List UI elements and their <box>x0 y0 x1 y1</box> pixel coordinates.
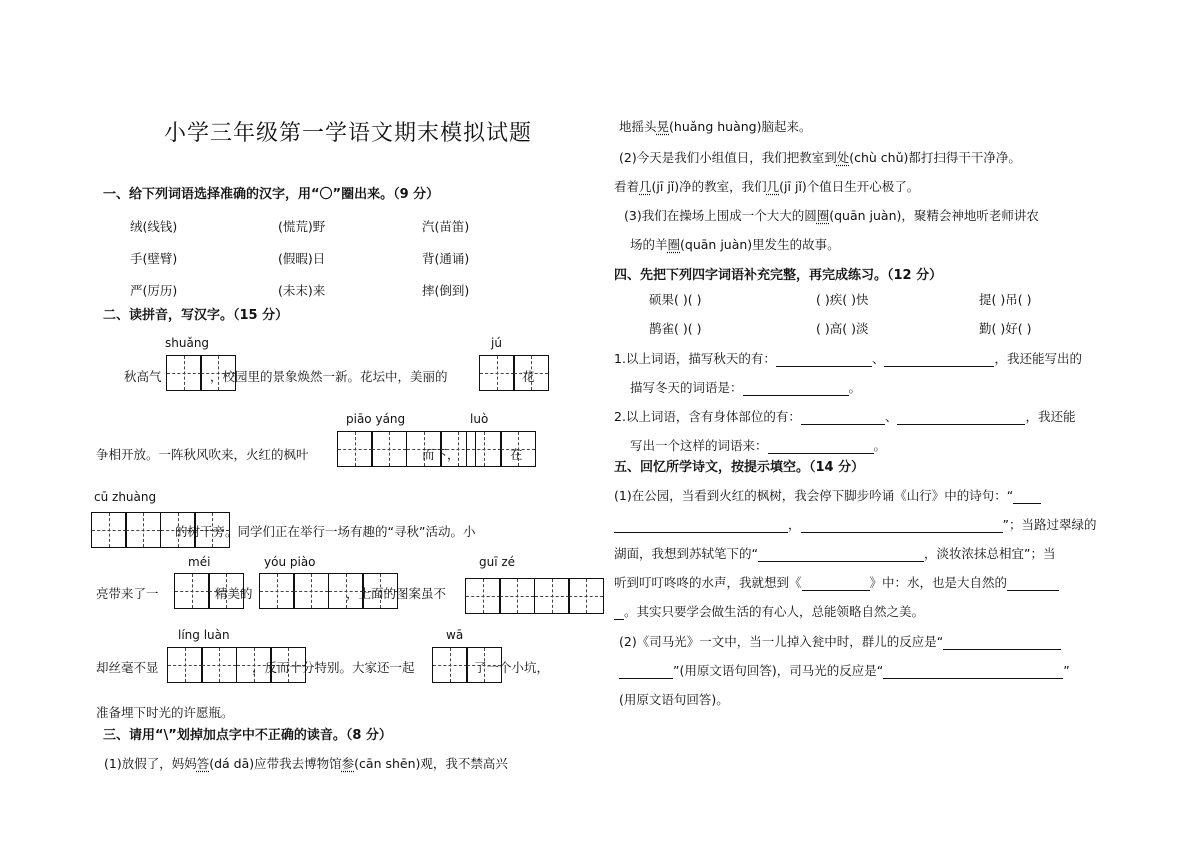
question-2: 2.以上词语，含有身体部位的有： 、 ，我还能 <box>614 409 1076 424</box>
poem-q1-line5: 。其实只要学会做生活的有心人，总能领略自然之美。 <box>614 602 924 620</box>
s3-line: 看着几(jī jǐ)净的教室，我们几(jī jǐ)个值日生开心极了。 <box>614 179 920 194</box>
poem-q2: (2)《司马光》一文中，当一儿掉入瓮中时，群儿的反应是“ <box>619 632 1061 650</box>
pinyin-label: líng luàn <box>178 628 230 642</box>
answer-blank[interactable] <box>883 663 1063 679</box>
poem-q1-line4: 听到叮叮咚咚的水声，我就想到《 》中：水，也是大自然的 <box>614 573 1059 591</box>
passage-text: 精美的 <box>215 586 253 601</box>
section-4-heading: 四、先把下列四字词语补充完整，再完成练习。（12 分） <box>614 268 943 283</box>
s1-item[interactable]: 严(厉历) <box>130 283 178 298</box>
poem-q1-line2: ， ”；当路过翠绿的 <box>614 515 1097 533</box>
writing-grid[interactable] <box>466 431 536 467</box>
answer-blank[interactable] <box>801 517 1003 533</box>
s1-item[interactable]: 摔(倒到) <box>422 283 470 298</box>
passage-text: 而下， <box>422 447 460 462</box>
s3-line: (3)我们在操场上围成一个大大的圆圈(quān juàn)，聚精会神地听老师讲农 <box>624 208 1039 223</box>
idiom-blank[interactable]: 鹊雀( )( ) <box>649 321 702 336</box>
pinyin-label: luò <box>470 412 489 426</box>
section-3-heading: 三、请用“\”划掉加点字中不正确的读音。（8 分） <box>103 728 392 743</box>
page-title: 小学三年级第一学语文期末模拟试题 <box>164 121 533 146</box>
answer-blank[interactable] <box>743 380 849 396</box>
idiom-blank[interactable]: 硕果( )( ) <box>649 292 702 307</box>
passage-text: 准备埋下时光的许愿瓶。 <box>96 705 234 720</box>
writing-grid[interactable] <box>465 578 604 614</box>
question-2-cont: 写出一个这样的词语来： 。 <box>630 438 887 453</box>
s1-item[interactable]: (慌荒)野 <box>278 219 326 234</box>
s3-line: (2)今天是我们小组值日，我们把教室到处(chù chǔ)都打扫得干干净净。 <box>619 150 1021 165</box>
s3-line: (1)放假了，妈妈答(dá dā)应带我去博物馆参(cān shēn)观，我不禁高兴 <box>104 756 508 771</box>
poem-q1: (1)在公园，当看到火红的枫树，我会停下脚步吟诵《山行》中的诗句：“ <box>614 486 1041 504</box>
answer-blank[interactable] <box>758 546 924 562</box>
pinyin-label: jú <box>491 336 502 350</box>
section-1-heading: 一、给下列词语选择准确的汉字，用“〇”圈出来。（9 分） <box>103 187 440 202</box>
question-1: 1.以上词语，描写秋天的有： 、 ，我还能写出的 <box>614 351 1082 366</box>
s1-item[interactable]: 汽(苗笛) <box>422 219 470 234</box>
pinyin-label: wā <box>446 628 464 642</box>
passage-text: 了一个小坑， <box>474 660 550 675</box>
idiom-blank[interactable]: 提( )吊( ) <box>979 292 1032 307</box>
passage-text: ，上面的图案虽不 <box>346 586 447 601</box>
poem-q1-line3: 湖面，我想到苏轼笔下的“ ，淡妆浓抹总相宜”；当 <box>614 546 1056 561</box>
passage-text: ，校园里的景象焕然一新。花坛中，美丽的 <box>210 369 448 384</box>
poem-q2-line3: (用原文语句回答)。 <box>619 692 729 707</box>
answer-blank[interactable] <box>943 634 1061 650</box>
passage-text: 的树干旁。同学们正在举行一场有趣的“寻秋”活动。小 <box>175 524 476 539</box>
answer-blank[interactable] <box>614 604 624 620</box>
answer-blank[interactable] <box>884 351 994 367</box>
s1-item[interactable]: (未末)来 <box>278 283 326 298</box>
answer-blank[interactable] <box>614 517 788 533</box>
pinyin-label: shuǎng <box>165 336 210 350</box>
answer-blank[interactable] <box>897 409 1025 425</box>
poem-q2-line2: ”(用原文语句回答)，司马光的反应是“ ” <box>619 661 1070 679</box>
s1-item[interactable]: 绒(线钱) <box>130 219 178 234</box>
s3-line: 场的羊圈(quān juàn)里发生的故事。 <box>630 237 840 252</box>
pinyin-label: guī zé <box>479 555 516 569</box>
answer-blank[interactable] <box>802 575 870 591</box>
answer-blank[interactable] <box>801 409 885 425</box>
passage-text: 争相开放。一阵秋风吹来，火红的枫叶 <box>96 447 309 462</box>
answer-blank[interactable] <box>619 663 673 679</box>
pinyin-label: cū zhuàng <box>94 490 157 504</box>
pinyin-label: piāo yáng <box>346 412 406 426</box>
section-5-heading: 五、回忆所学诗文，按提示填空。（14 分） <box>614 460 865 475</box>
passage-text: ，反而十分特别。大家还一起 <box>252 660 415 675</box>
answer-blank[interactable] <box>768 438 874 454</box>
passage-text: 在 <box>510 447 523 462</box>
section-2-heading: 二、读拼音，写汉字。（15 分） <box>103 308 289 323</box>
answer-blank[interactable] <box>1007 575 1059 591</box>
idiom-blank[interactable]: ( )疾( )快 <box>816 292 869 307</box>
passage-text: 秋高气 <box>124 369 162 384</box>
passage-text: 却丝毫不显 <box>96 660 159 675</box>
question-1-cont: 描写冬天的词语是： 。 <box>630 380 862 395</box>
writing-grid[interactable] <box>479 355 549 391</box>
passage-text: 花 <box>522 369 535 384</box>
answer-blank[interactable] <box>1013 488 1041 504</box>
passage-text: 亮带来了一 <box>96 586 159 601</box>
idiom-blank[interactable]: 勤( )好( ) <box>979 321 1032 336</box>
s3-line: 地摇头晃(huǎng huàng)脑起来。 <box>619 119 812 134</box>
idiom-blank[interactable]: ( )高( )淡 <box>816 321 869 336</box>
s1-item[interactable]: 背(通诵) <box>422 251 470 266</box>
s1-item[interactable]: (假暇)日 <box>278 251 326 266</box>
s1-item[interactable]: 手(壁臂) <box>130 251 178 266</box>
pinyin-label: méi <box>188 555 211 569</box>
answer-blank[interactable] <box>776 351 872 367</box>
pinyin-label: yóu piào <box>264 555 316 569</box>
